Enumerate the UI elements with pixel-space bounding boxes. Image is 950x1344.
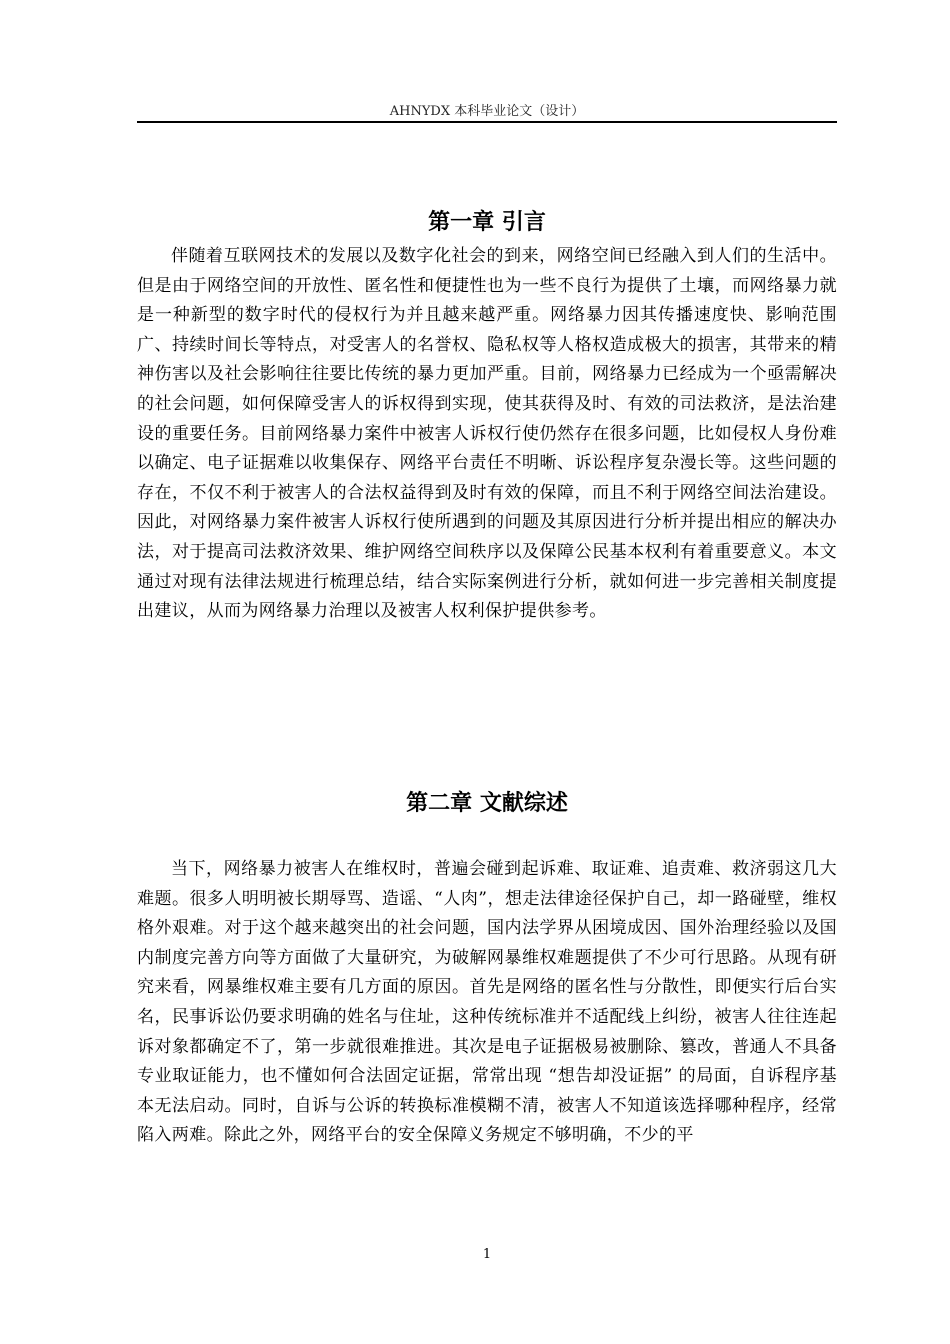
chapter-1-title: 第一章 引言 bbox=[428, 210, 546, 235]
page-number: 1 bbox=[482, 1247, 492, 1262]
header-rule bbox=[137, 121, 837, 123]
running-header: AHNYDX 本科毕业论文（设计） bbox=[389, 104, 585, 119]
chapter-2-paragraph: 当下，网络暴力被害人在维权时，普遍会碰到起诉难、取证难、追责难、救济弱这几大难题。很多人明明被长期辱骂、造谣、“人肉”，想走法律途径保护自己，却一路碰壁，维权格外艰难。对于这个越来越突出的社会问题，国内法学界从困境成因、国外治理经验以及国内制度完善方向等方面做了大量研究，为破解网暴维权难题提供了不少可行思路。从现有研究来看，网暴维权难主要有几方面的原因。首先是网络的匿名性与分散性，即便实行后台实名，民事诉讼仍要求明确的姓名与住址，这种传统标准并不适配线上纠纷，被害人往往连起诉对象都确定不了，第一步就很难推进。其次是电子证据极易被删除、篡改，普通人不具备专业取证能力，也不懂如何合法固定证据，常常出现 “想告却没证据” 的局面，自诉程序基本无法启动。同时，自诉与公诉的转换标准模糊不清，被害人不知道该选择哪种程序，经常陷入两难。除此之外，网络平台的安全保障义务规定不够明确，不少的平 bbox=[137, 859, 837, 1146]
chapter-2-title: 第二章 文献综述 bbox=[406, 791, 568, 816]
chapter-1-paragraph: 伴随着互联网技术的发展以及数字化社会的到来，网络空间已经融入到人们的生活中。但是由于网络空间的开放性、匿名性和便捷性也为一些不良行为提供了土壤，而网络暴力就是一种新型的数字时代的侵权行为并且越来越严重。网络暴力因其传播速度快、影响范围广、持续时间长等特点，对受害人的名誉权、隐私权等人格权造成极大的损害，其带来的精神伤害以及社会影响往往要比传统的暴力更加严重。目前，网络暴力已经成为一个亟需解决的社会问题，如何保障受害人的诉权得到实现，使其获得及时、有效的司法救济，是法治建设的重要任务。目前网络暴力案件中被害人诉权行使仍然存在很多问题，比如侵权人身份难以确定、电子证据难以收集保存、网络平台责任不明晰、诉讼程序复杂漫长等。这些问题的存在，不仅不利于被害人的合法权益得到及时有效的保障，而且不利于网络空间法治建设。因此，对网络暴力案件被害人诉权行使所遇到的问题及其原因进行分析并提出相应的解决办法，对于提高司法救济效果、维护网络空间秩序以及保障公民基本权利有着重要意义。本文通过对现有法律法规进行梳理总结，结合实际案例进行分析，就如何进一步完善相关制度提出建议，从而为网络暴力治理以及被害人权利保护提供参考。 bbox=[137, 246, 837, 622]
